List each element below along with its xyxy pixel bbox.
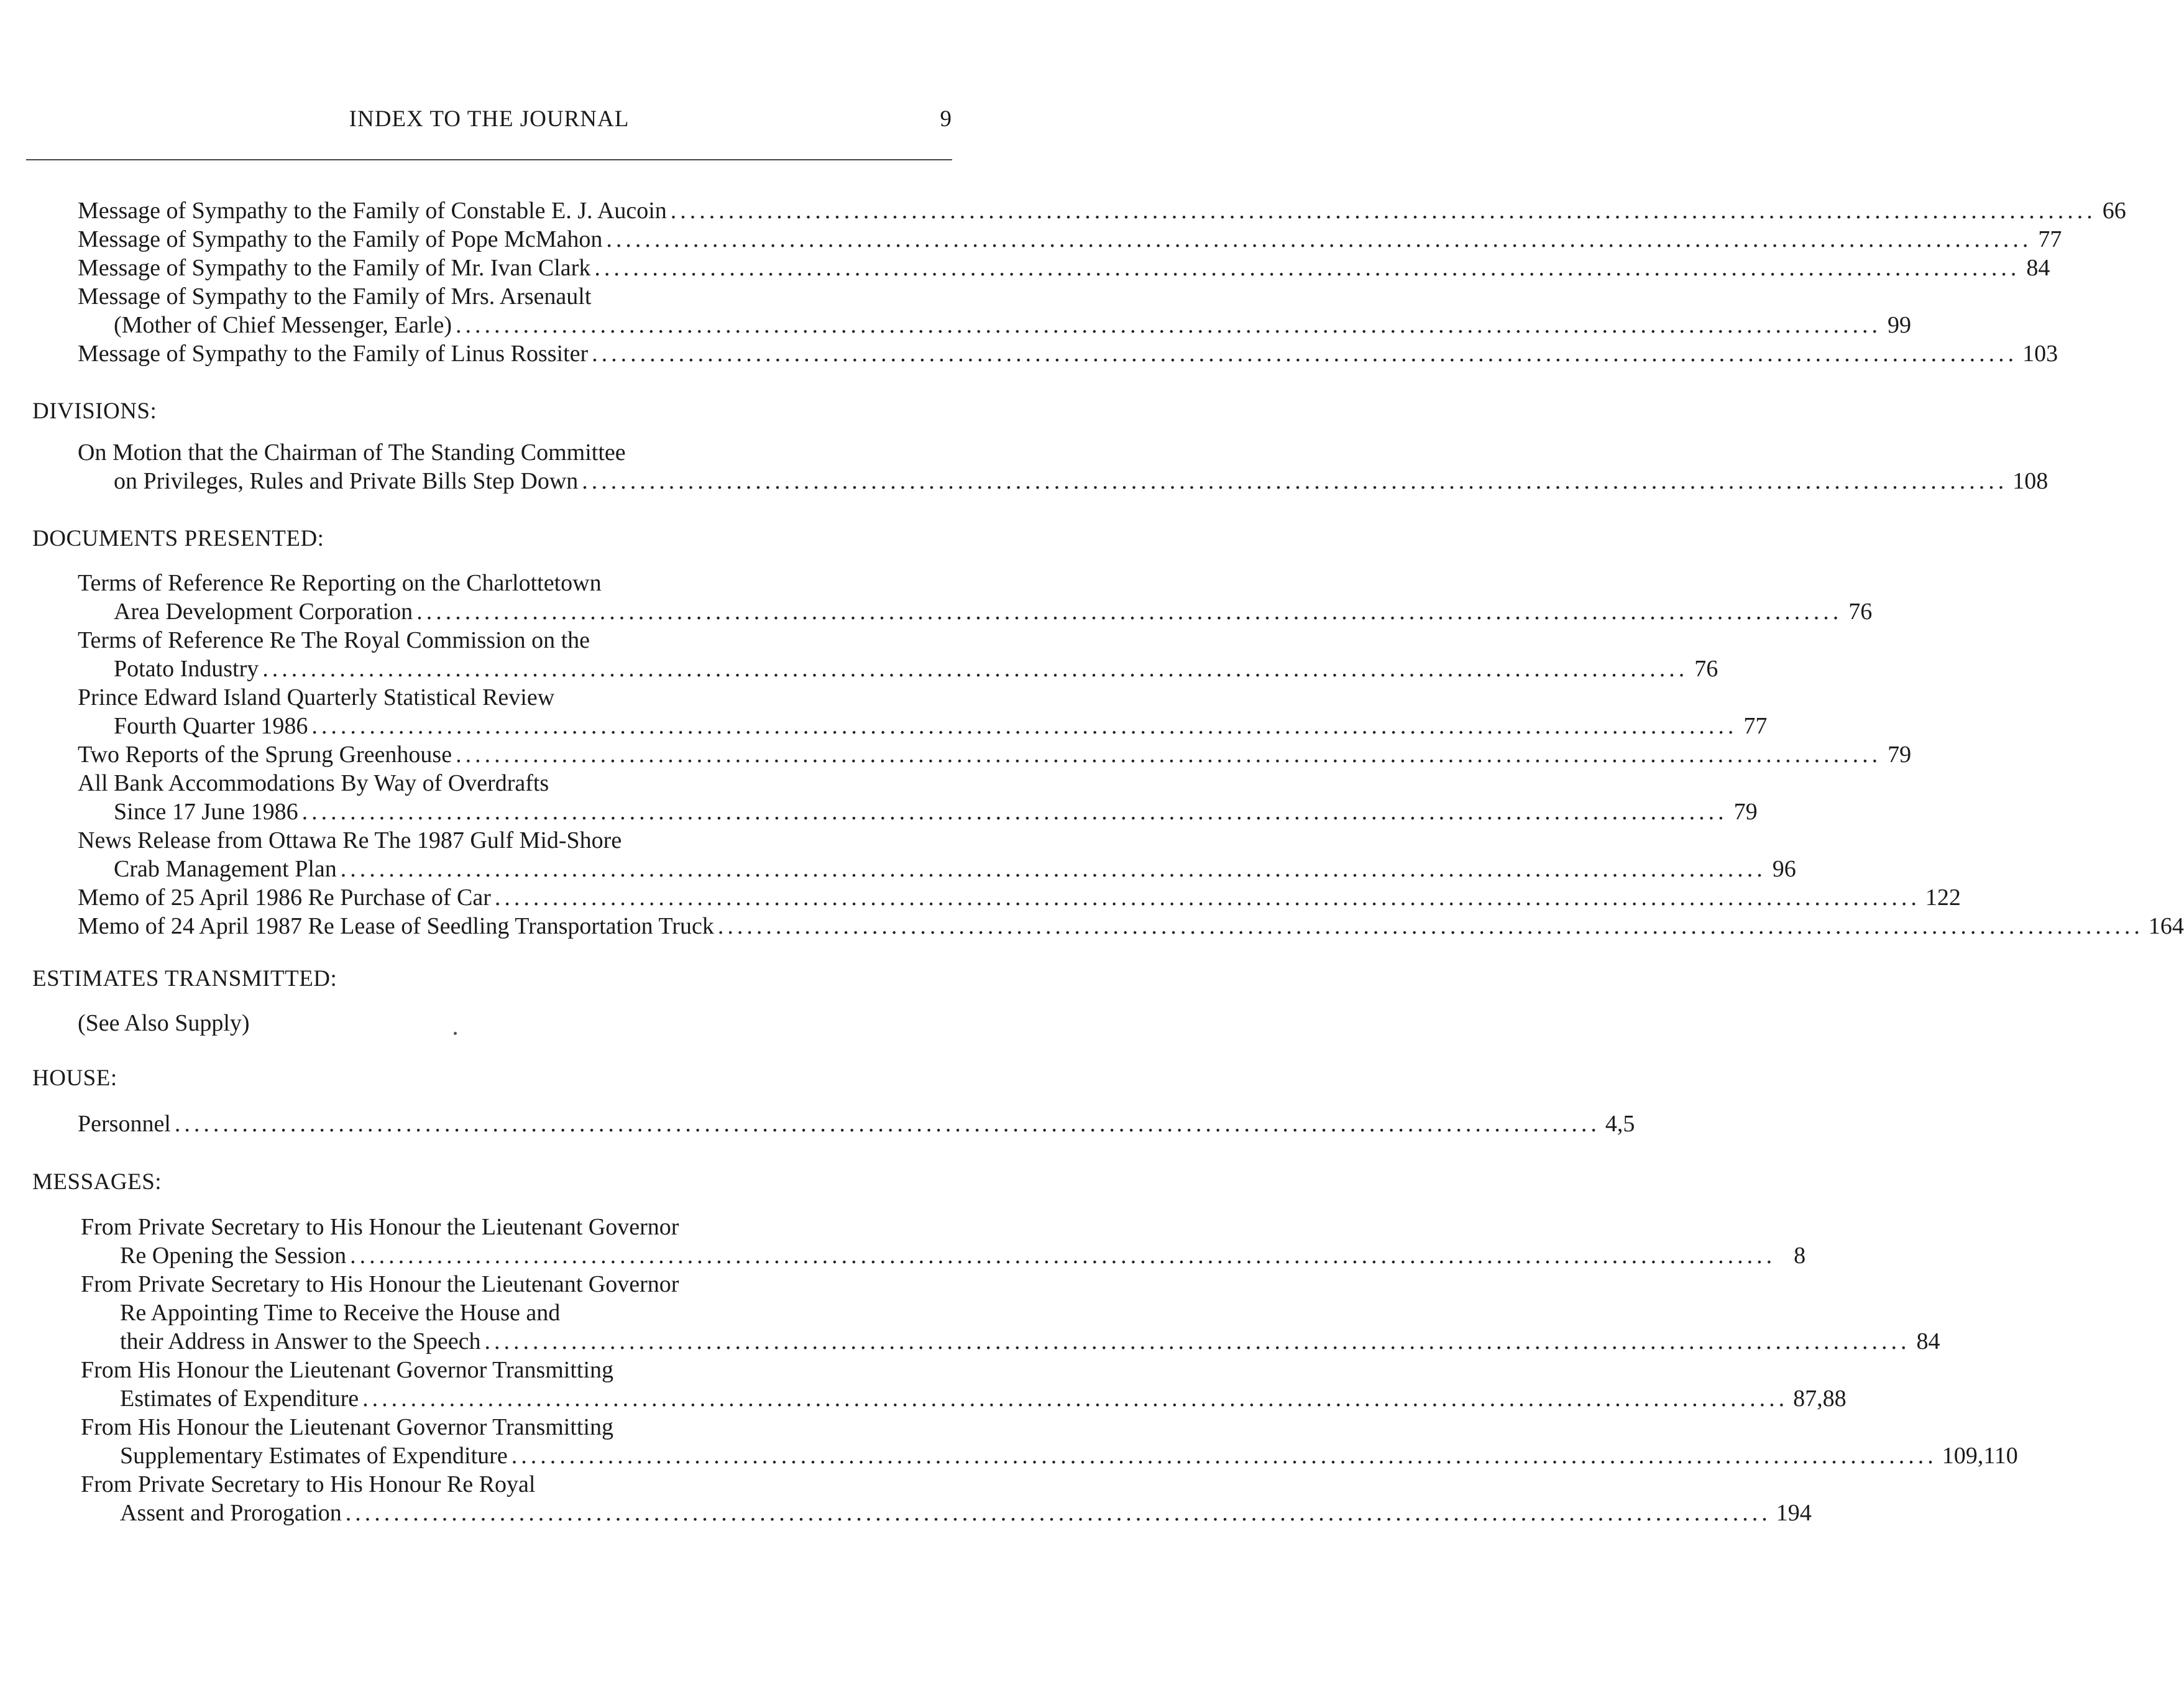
entry-text: Message of Sympathy to the Family of Pope McMahon bbox=[78, 226, 603, 252]
entry-page: 99 bbox=[1888, 312, 1912, 338]
entry-text-line: Re Appointing Time to Receive the House and bbox=[120, 1300, 561, 1326]
index-entry bbox=[120, 1499, 1812, 1527]
entry-text-line: News Release from Ottawa Re The 1987 Gulf Mid-Shore bbox=[78, 827, 622, 853]
dot-leader: .................................................................................................................................................... bbox=[606, 226, 2032, 252]
index-entry bbox=[78, 883, 1961, 912]
index-entry bbox=[114, 855, 1796, 883]
dot-leader: .................................................................................................................................................... bbox=[717, 913, 2144, 939]
entry-page: 87,88 bbox=[1793, 1386, 1847, 1412]
entry-text: Two Reports of the Sprung Greenhouse bbox=[78, 742, 452, 768]
section-heading-divisions: DIVISIONS: bbox=[32, 398, 157, 424]
entry-text: Area Development Corporation bbox=[114, 599, 413, 625]
index-entry bbox=[114, 798, 1758, 826]
entry-page: 109,110 bbox=[1942, 1443, 2018, 1469]
running-title: INDEX TO THE JOURNAL bbox=[349, 106, 630, 132]
dot-leader: .................................................................................................................................................... bbox=[456, 742, 1882, 768]
entry-text: Personnel bbox=[78, 1111, 171, 1137]
section-heading-messages: MESSAGES: bbox=[32, 1169, 162, 1195]
dot-leader: .................................................................................................................................................... bbox=[494, 885, 1920, 911]
dot-leader: .................................................................................................................................................... bbox=[350, 1243, 1776, 1269]
entry-text-line: From Private Secretary to His Honour the Lieutenant Governor bbox=[81, 1214, 679, 1240]
entry-text: Re Opening the Session bbox=[120, 1243, 347, 1269]
entry-text-line: Terms of Reference Re Reporting on the Charlottetown bbox=[78, 570, 602, 596]
entry-page: 79 bbox=[1733, 799, 1758, 825]
index-entry bbox=[78, 740, 1912, 769]
dot-leader: .................................................................................................................................................... bbox=[456, 312, 1882, 338]
entry-page: 8 bbox=[1794, 1243, 1806, 1269]
entry-text-line: From His Honour the Lieutenant Governor Transmitting bbox=[81, 1414, 614, 1440]
entry-text: Message of Sympathy to the Family of Mr. Ivan Clark bbox=[78, 255, 591, 281]
page-number: 9 bbox=[940, 106, 952, 132]
entry-text: Crab Management Plan bbox=[114, 856, 337, 882]
entry-page: 84 bbox=[2026, 255, 2050, 281]
entry-page: 84 bbox=[1916, 1328, 1940, 1354]
dot-leader: .................................................................................................................................................... bbox=[311, 713, 1738, 739]
entry-text: Potato Industry bbox=[114, 656, 259, 682]
entry-text: Memo of 24 April 1987 Re Lease of Seedling Transportation Truck bbox=[78, 913, 714, 939]
entry-page: 79 bbox=[1888, 742, 1912, 768]
entry-text-line: From Private Secretary to His Honour the Lieutenant Governor bbox=[81, 1271, 679, 1297]
dot-leader: .................................................................................................................................................... bbox=[484, 1328, 1911, 1354]
entry-text: Since 17 June 1986 bbox=[114, 799, 298, 825]
index-entry bbox=[120, 1241, 1806, 1270]
entry-text-line: From Private Secretary to His Honour Re Royal bbox=[81, 1471, 536, 1497]
entry-text: Message of Sympathy to the Family of Constable E. J. Aucoin bbox=[78, 198, 667, 224]
see-also-note: (See Also Supply) bbox=[78, 1010, 250, 1036]
dot-leader: .................................................................................................................................................... bbox=[511, 1443, 1937, 1469]
entry-text-line: All Bank Accommodations By Way of Overdrafts bbox=[78, 770, 549, 796]
header-rule bbox=[26, 159, 952, 160]
entry-page: 103 bbox=[2022, 341, 2058, 367]
entry-page: 77 bbox=[1743, 713, 1768, 739]
section-heading-house: HOUSE: bbox=[32, 1065, 117, 1091]
entry-text: Estimates of Expenditure bbox=[120, 1386, 359, 1412]
entry-text-line: Prince Edward Island Quarterly Statistical Review bbox=[78, 684, 555, 710]
entry-page: 77 bbox=[2038, 226, 2062, 252]
index-entry bbox=[114, 467, 2049, 495]
index-entry bbox=[78, 912, 2184, 940]
entry-page: 4,5 bbox=[1605, 1111, 1635, 1137]
entry-page: 76 bbox=[1848, 599, 1873, 625]
index-entry bbox=[120, 1441, 2018, 1470]
dot-leader: .................................................................................................................................................... bbox=[582, 468, 2008, 494]
stray-mark bbox=[454, 1032, 457, 1035]
index-entry bbox=[78, 339, 2058, 368]
section-heading-documents: DOCUMENTS PRESENTED: bbox=[32, 526, 324, 551]
entry-page: 76 bbox=[1694, 656, 1718, 682]
dot-leader: .................................................................................................................................................... bbox=[345, 1500, 1771, 1526]
index-entry bbox=[114, 655, 1718, 683]
entry-page: 164 bbox=[2148, 913, 2184, 939]
dot-leader: .................................................................................................................................................... bbox=[174, 1111, 1600, 1137]
index-entry bbox=[120, 1327, 1940, 1356]
dot-leader: .................................................................................................................................................... bbox=[592, 341, 2018, 367]
running-head bbox=[26, 106, 952, 137]
dot-leader: .................................................................................................................................................... bbox=[262, 656, 1689, 682]
entry-text: (Mother of Chief Messenger, Earle) bbox=[114, 312, 452, 338]
index-entry bbox=[78, 1110, 1635, 1138]
entry-text: Memo of 25 April 1986 Re Purchase of Car bbox=[78, 885, 491, 911]
index-entry bbox=[114, 712, 1768, 740]
dot-leader: .................................................................................................................................................... bbox=[301, 799, 1728, 825]
dot-leader: .................................................................................................................................................... bbox=[594, 255, 2021, 281]
entry-text-line: Message of Sympathy to the Family of Mrs. Arsenault bbox=[78, 283, 592, 310]
dot-leader: .................................................................................................................................................... bbox=[670, 198, 2096, 224]
dot-leader: .................................................................................................................................................... bbox=[362, 1386, 1789, 1412]
entry-text: on Privileges, Rules and Private Bills Step Down bbox=[114, 468, 579, 494]
entry-text: Supplementary Estimates of Expenditure bbox=[120, 1443, 508, 1469]
dot-leader: .................................................................................................................................................... bbox=[416, 599, 1843, 625]
entry-page: 96 bbox=[1772, 856, 1796, 882]
index-entry bbox=[78, 254, 2050, 282]
entry-page: 66 bbox=[2102, 198, 2126, 224]
entry-text: their Address in Answer to the Speech bbox=[120, 1328, 481, 1354]
entry-text-line: Terms of Reference Re The Royal Commission on the bbox=[78, 627, 590, 653]
entry-text-line: On Motion that the Chairman of The Standing Committee bbox=[78, 439, 626, 466]
entry-page: 122 bbox=[1925, 885, 1961, 911]
entry-text: Assent and Prorogation bbox=[120, 1500, 342, 1526]
index-entry bbox=[114, 311, 1912, 339]
dot-leader: .................................................................................................................................................... bbox=[340, 856, 1766, 882]
index-entry bbox=[120, 1384, 1847, 1413]
entry-text-line: From His Honour the Lieutenant Governor Transmitting bbox=[81, 1357, 614, 1383]
entry-text: Fourth Quarter 1986 bbox=[114, 713, 308, 739]
index-entry bbox=[78, 196, 2126, 225]
entry-page: 194 bbox=[1776, 1500, 1812, 1526]
entry-text: Message of Sympathy to the Family of Linus Rossiter bbox=[78, 341, 589, 367]
index-entry bbox=[114, 597, 1873, 626]
section-heading-estimates: ESTIMATES TRANSMITTED: bbox=[32, 966, 337, 991]
entry-page: 108 bbox=[2012, 468, 2049, 494]
index-entry bbox=[78, 225, 2062, 254]
